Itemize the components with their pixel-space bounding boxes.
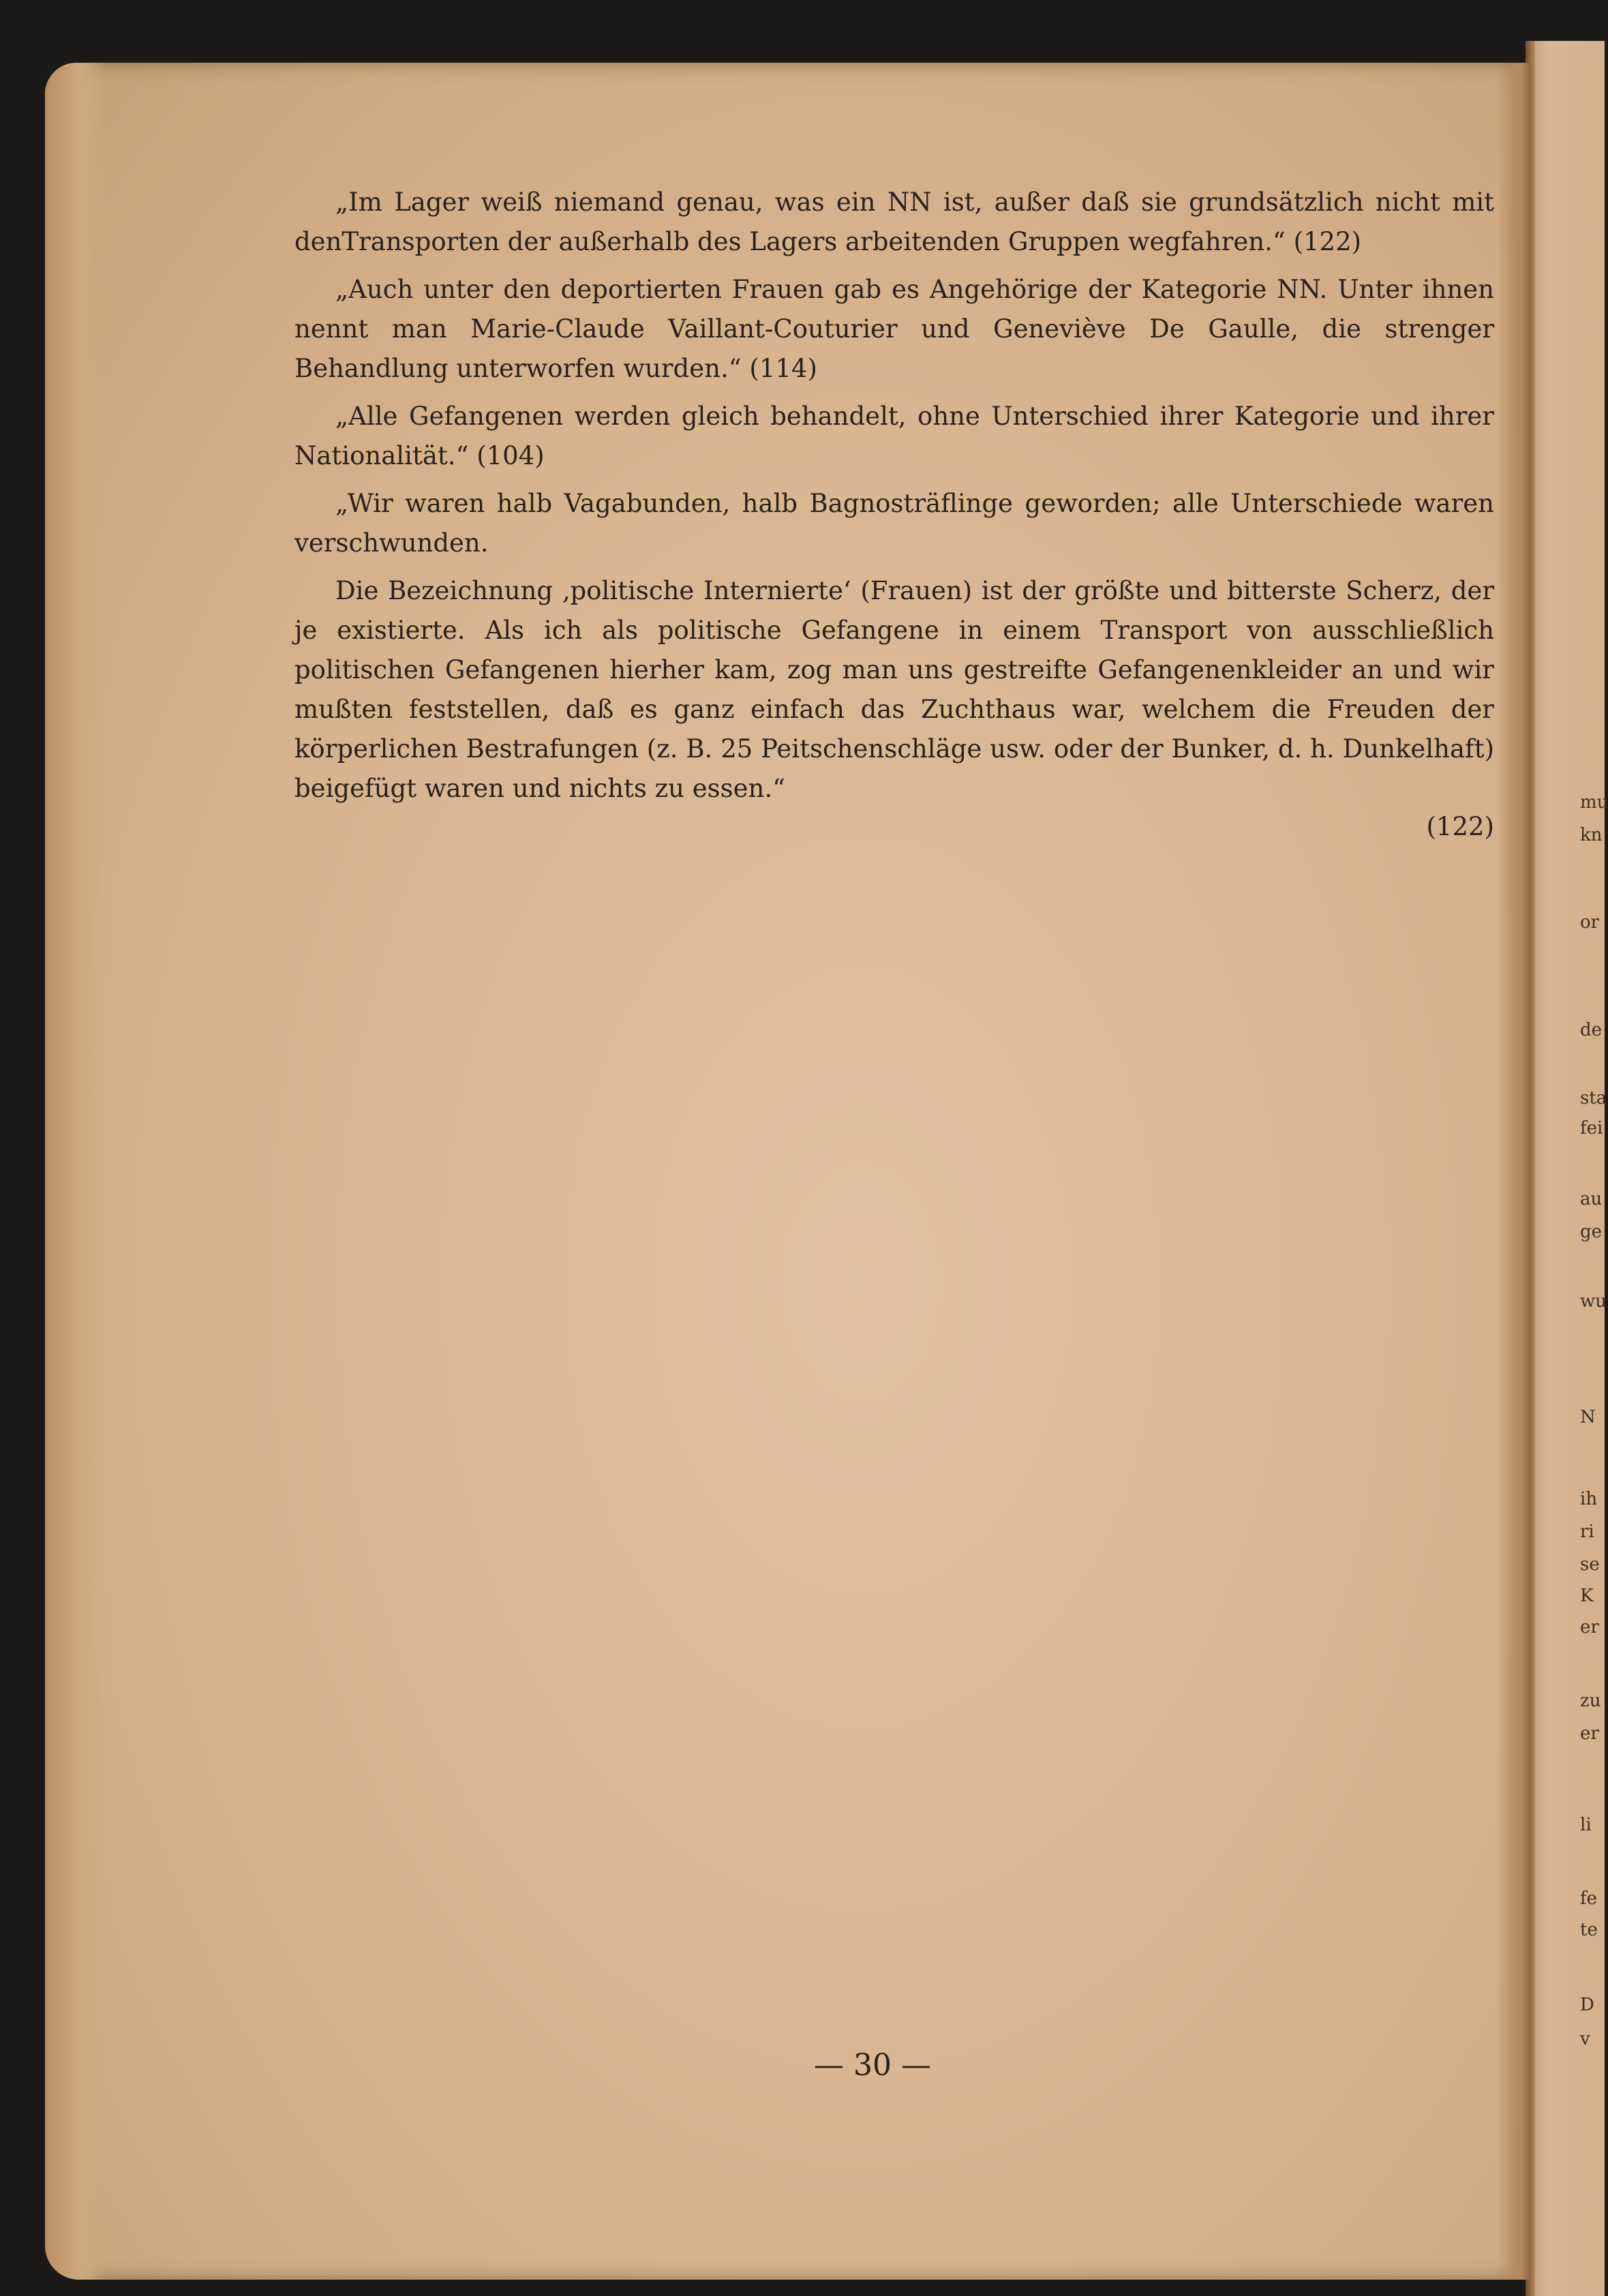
quote-paragraph: „Alle Gefangenen werden gleich behandelt, ohne Unterschied ihrer Kategorie und ihrer Nationalität.“ (104) — [294, 402, 1494, 470]
adjacent-page-fragment: N — [1580, 1407, 1596, 1428]
page-number: — 30 — — [814, 2048, 931, 2083]
adjacent-page-fragment: mu — [1580, 792, 1608, 813]
source-reference: (122) — [1426, 812, 1494, 841]
adjacent-page-fragment: D — [1580, 1995, 1594, 2015]
quote-paragraph: Die Bezeichnung ‚politische Internierte‘ (Frauen) ist der größte und bitterste Scherz, der je existierte. Als ich als politische Gefangene in einem Transport von ausschließlich politischen Gefangenen hierher kam, zog man uns gestreifte Gefangenenkleider an und wir mußten feststellen, daß es ganz einfach das Zuchthaus war, welchem die Freuden der körperlichen Bestrafungen (z. B. 25 Peitschenschläge usw. oder der Bunker, d. h. Dunkelhaft) beigefügt waren und nichts zu essen.“ — [294, 576, 1494, 803]
adjacent-page-fragment: se — [1580, 1554, 1600, 1575]
adjacent-page-fragment: v — [1580, 2029, 1590, 2049]
quote-paragraph: „Wir waren halb Vagabunden, halb Bagnosträflinge geworden; alle Unterschiede waren verschwunden. — [294, 489, 1494, 558]
adjacent-page-fragment: zu — [1580, 1691, 1601, 1711]
adjacent-page-fragment: wu — [1580, 1291, 1607, 1312]
adjacent-page-fragment: fei — [1580, 1118, 1603, 1138]
adjacent-page-edge — [1526, 41, 1605, 2296]
adjacent-page-fragment: er — [1580, 1617, 1599, 1637]
page-edge-shading — [45, 63, 106, 2280]
adjacent-page-fragment: te — [1580, 1920, 1598, 1940]
page-gutter-shading — [1497, 63, 1531, 2280]
adjacent-page-fragment: fe — [1580, 1888, 1598, 1909]
adjacent-page-fragment: ri — [1580, 1522, 1594, 1542]
adjacent-page-fragment: de — [1580, 1020, 1603, 1040]
adjacent-page-fragment: or — [1580, 912, 1600, 933]
adjacent-page-fragment: li — [1580, 1815, 1592, 1835]
quote-paragraph: „Im Lager weiß niemand genau, was ein NN ist, außer daß sie grundsätzlich nicht mit denTransporten der außerhalb des Lagers arbeitenden Gruppen wegfahren.“ (122) — [294, 187, 1494, 256]
adjacent-page-fragment: kn — [1580, 825, 1603, 845]
adjacent-page-fragment: sta — [1580, 1088, 1607, 1108]
body-text — [294, 183, 1494, 855]
adjacent-page-fragment: K — [1580, 1586, 1594, 1606]
quote-paragraph: „Auch unter den deportierten Frauen gab es Angehörige der Kategorie NN. Unter ihnen nennt man Marie-Claude Vaillant-Couturier und Geneviève De Gaulle, die strenger Behandlung unterworfen wurden.“ (114) — [294, 275, 1494, 383]
adjacent-page-fragment: ge — [1580, 1222, 1603, 1242]
adjacent-page-fragment: er — [1580, 1723, 1599, 1744]
adjacent-page-fragment: au — [1580, 1189, 1603, 1209]
adjacent-page-fragment: ih — [1580, 1489, 1598, 1509]
